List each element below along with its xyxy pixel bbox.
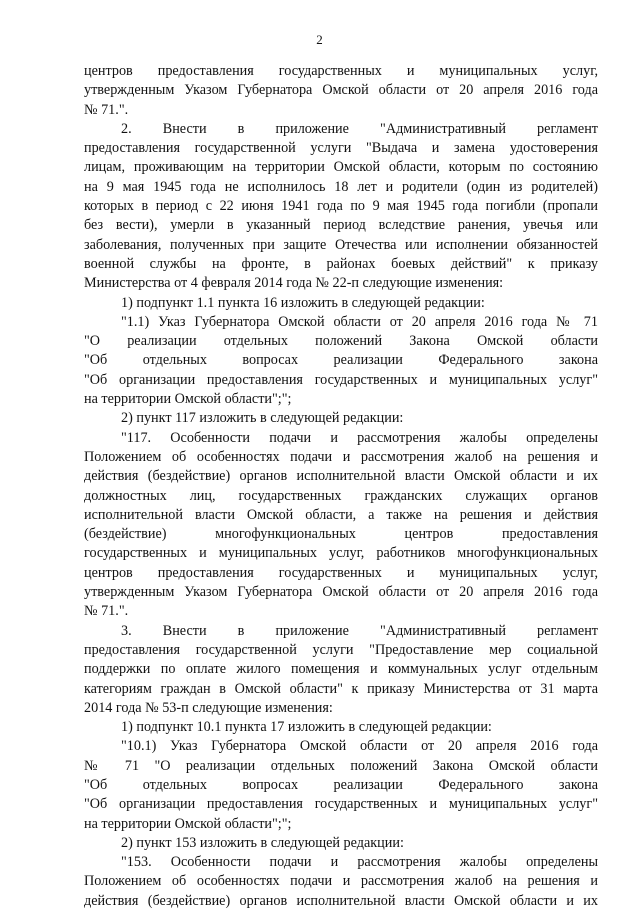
text-line: "1.1) Указ Губернатора Омской области от 20 апреля 2016 года № 71 bbox=[121, 313, 598, 330]
text-line: без вести), умерли в указанный период вследствие ранения, увечья или bbox=[84, 217, 598, 234]
page-number: 2 bbox=[316, 32, 323, 47]
text-line: действия (бездействие) органов исполнительной власти Омской области и их bbox=[84, 892, 598, 909]
text-line: государственных и муниципальных услуг, работников многофункциональных bbox=[84, 545, 598, 562]
text-line: "Об отдельных вопросах реализации Федерального закона bbox=[84, 776, 598, 793]
text-line: Положением об особенностях подачи и рассмотрения жалоб на решения и bbox=[84, 873, 598, 890]
text-line: заболевания, полученных при защите Отечества или исполнении обязанностей bbox=[84, 236, 598, 253]
text-line: 1) подпункт 1.1 пункта 16 изложить в следующей редакции: bbox=[121, 294, 485, 311]
text-line: утвержденным Указом Губернатора Омской области от 20 апреля 2016 года bbox=[84, 584, 598, 601]
text-line: лицам, проживающим на территории Омской области, которым по состоянию bbox=[84, 159, 598, 176]
text-line: № 71.". bbox=[84, 101, 129, 118]
text-line: исполнительной власти Омской области, а также на решения и действия bbox=[84, 506, 598, 523]
text-line: № 71.". bbox=[84, 603, 129, 620]
text-line: на территории Омской области";"; bbox=[84, 815, 292, 832]
text-line: 1) подпункт 10.1 пункта 17 изложить в следующей редакции: bbox=[121, 719, 492, 736]
text-line: 2014 года № 53-п следующие изменения: bbox=[84, 699, 333, 716]
text-line: военной службы на фронте, в районах боевых действий" к приказу bbox=[84, 255, 598, 272]
text-line: центров предоставления государственных и муниципальных услуг, bbox=[84, 564, 598, 581]
text-line: действия (бездействие) органов исполнительной власти Омской области и их bbox=[84, 468, 598, 485]
text-line: предоставления государственной услуги "Предоставление мер социальной bbox=[84, 641, 598, 658]
text-line: "Об отдельных вопросах реализации Федерального закона bbox=[84, 352, 598, 369]
text-line: утвержденным Указом Губернатора Омской области от 20 апреля 2016 года bbox=[84, 82, 598, 99]
text-line: которых в период с 22 июня 1941 года по 9 мая 1945 года погибли (пропали bbox=[84, 198, 598, 215]
text-line: центров предоставления государственных и муниципальных услуг, bbox=[84, 63, 598, 79]
text-line: "Об организации предоставления государственных и муниципальных услуг" bbox=[84, 796, 598, 813]
text-line: "153. Особенности подачи и рассмотрения жалобы определены bbox=[121, 854, 598, 871]
text-line: (бездействие) многофункциональных центров предоставления bbox=[84, 526, 598, 543]
text-line: предоставления государственной услуги "Выдача и замена удостоверения bbox=[84, 140, 598, 157]
text-line: 2) пункт 117 изложить в следующей редакции: bbox=[121, 410, 404, 427]
text-line: 2. Внести в приложение "Административный регламент bbox=[121, 120, 598, 137]
text-line: "117. Особенности подачи и рассмотрения жалобы определены bbox=[121, 429, 598, 446]
text-line: № 71 "О реализации отдельных положений Закона Омской области bbox=[84, 757, 598, 774]
text-line: "О реализации отдельных положений Закона Омской области bbox=[84, 333, 598, 350]
text-line: на 9 мая 1945 года не исполнилось 18 лет и родители (один из родителей) bbox=[84, 178, 598, 195]
text-line: Положением об особенностях подачи и рассмотрения жалоб на решения и bbox=[84, 448, 598, 465]
text-line: "Об организации предоставления государственных и муниципальных услуг" bbox=[84, 371, 598, 388]
text-line: поддержки по оплате жилого помещения и коммунальных услуг отдельным bbox=[84, 661, 598, 678]
text-line: "10.1) Указ Губернатора Омской области от 20 апреля 2016 года bbox=[121, 738, 598, 755]
text-line: на территории Омской области";"; bbox=[84, 391, 292, 408]
text-line: 2) пункт 153 изложить в следующей редакции: bbox=[121, 834, 404, 851]
text-line: Министерства от 4 февраля 2014 года № 22-п следующие изменения: bbox=[84, 275, 504, 292]
text-line: 3. Внести в приложение "Административный регламент bbox=[121, 622, 598, 639]
text-line: категориям граждан в Омской области" к приказу Министерства от 31 марта bbox=[84, 680, 598, 697]
text-line: должностных лиц, государственных гражданских служащих органов bbox=[84, 487, 598, 504]
document-body bbox=[84, 62, 598, 911]
